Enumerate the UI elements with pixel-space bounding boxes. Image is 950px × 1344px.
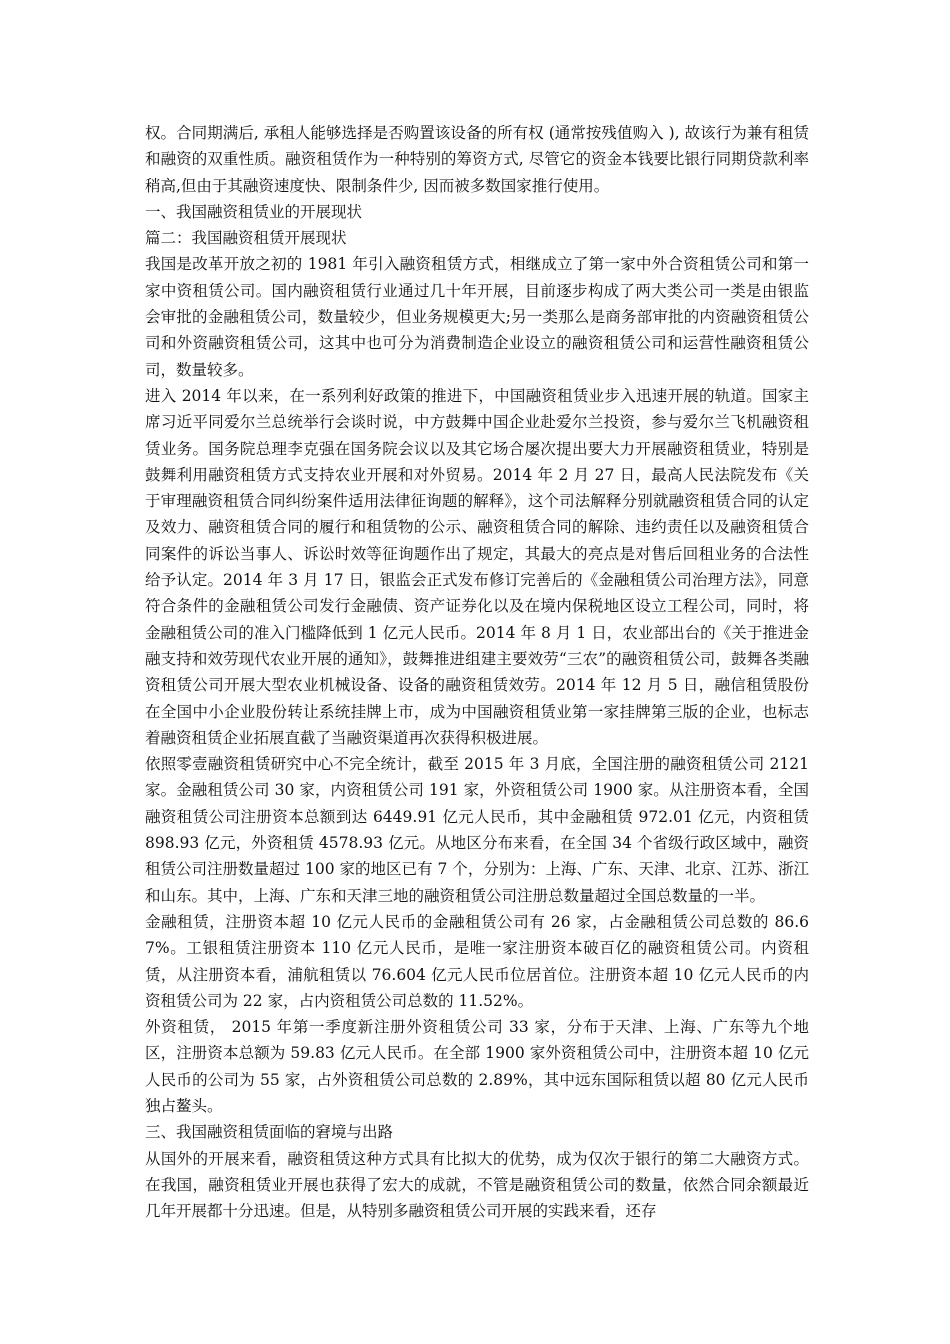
- section-heading-part-two: 篇二：我国融资租赁开展现状: [145, 229, 347, 248]
- section-heading-status: 一、我国融资租赁业的开展现状: [145, 202, 363, 221]
- document-body: [145, 120, 809, 1224]
- paragraph-history: 我国是改革开放之初的 1981 年引入融资租赁方式，相继成立了第一家中外合资租赁公司和第一家中资租赁公司。国内融资租赁行业通过几十年开展，目前逐步构成了两大类公司一类是由银监会审批的金融租赁公司，数量较少，但业务规模更大;另一类那么是商务部审批的内资融资租赁公司和外资融资租赁公司，这其中也可分为消费制造企业设立的融资租赁公司和运营性融资租赁公司，数量较多。: [145, 255, 809, 379]
- paragraph-lease-definition: 权。合同期满后, 承租人能够选择是否购置该设备的所有权 (通常按残值购入 ), 故该行为兼有租赁和融资的双重性质。融资租赁作为一种特别的筹资方式, 尽管它的资金本钱要比银行同期贷款利率稍高,但由于其融资速度快、限制条件少, 因而被多数国家推行使用。: [145, 124, 809, 195]
- paragraph-outlook: 从国外的开展来看，融资租赁这种方式具有比拟大的优势，成为仅次于银行的第二大融资方式。在我国，融资租赁业开展也获得了宏大的成就，不管是融资租赁公司的数量，依然合同余额最近几年开展都十分迅速。但是，从特别多融资租赁公司开展的实践来看，还存: [145, 1149, 809, 1221]
- paragraph-statistics: 依照零壹融资租赁研究中心不完全统计，截至 2015 年 3 月底，全国注册的融资租赁公司 2121 家。金融租赁公司 30 家，内资租赁公司 191 家，外资租赁公司 1900 家。从注册资本看，全国融资租赁公司注册资本总额到达 6449.91 亿元人民币，其中金融租赁 972.01 亿元，内资租赁 898.93 亿元，外资租赁 4578.93 亿元。从地区分布来看，在全国 34 个省级行政区域中，融资租赁公司注册数量超过 100 家的地区已有 7 个，分别为：上海、广东、天津、北京、江苏、浙江和山东。其中，上海、广东和天津三地的融资租赁公司注册总数量超过全国总数量的一半。: [145, 755, 809, 905]
- section-heading-challenges: 三、我国融资租赁面临的窘境与出路: [145, 1123, 394, 1142]
- paragraph-foreign-leasing: 外资租赁， 2015 年第一季度新注册外资租赁公司 33 家，分布于天津、上海、广东等九个地区，注册资本总额为 59.83 亿元人民币。在全部 1900 家外资租赁公司中，注册资本超 10 亿元人民币的公司为 55 家，占外资租赁公司总数的 2.89%，其中远东国际租赁以超 80 亿元人民币独占鳌头。: [145, 1018, 809, 1115]
- paragraph-policy-2014: 进入 2014 年以来，在一系列利好政策的推进下，中国融资租赁业步入迅速开展的轨道。国家主席习近平同爱尔兰总统举行会谈时说，中方鼓舞中国企业赴爱尔兰投资，参与爱尔兰飞机融资租赁业务。国务院总理李克强在国务院会议以及其它场合屡次提出要大力开展融资租赁业，特别是鼓舞利用融资租赁方式支持农业开展和对外贸易。2014 年 2 月 27 日，最高人民法院发布《关于审理融资租赁合同纠纷案件适用法律征询题的解释》，这个司法解释分别就融资租赁合同的认定及效力、融资租赁合同的履行和租赁物的公示、融资租赁合同的解除、违约责任以及融资租赁合同案件的诉讼当事人、诉讼时效等征询题作出了规定，其最大的亮点是对售后回租业务的合法性给予认定。2014 年 3 月 17 日，银监会正式发布修订完善后的《金融租赁公司治理方法》，同意符合条件的金融租赁公司发行金融债、资产证券化以及在境内保税地区设立工程公司，同时，将金融租赁公司的准入门槛降低到 1 亿元人民币。2014 年 8 月 1 日，农业部出台的《关于推进金融支持和效劳现代农业开展的通知》，鼓舞推进组建主要效劳“三农”的融资租赁公司，鼓舞各类融资租赁公司开展大型农业机械设备、设备的融资租赁效劳。2014 年 12 月 5 日，融信租赁股份在全国中小企业股份转让系统挂牌上市，成为中国融资租赁业第一家挂牌第三版的企业，也标志着融资租赁企业拓展直截了当融资渠道再次获得积极进展。: [145, 386, 809, 747]
- paragraph-financial-leasing: 金融租赁，注册资本超 10 亿元人民币的金融租赁公司有 26 家，占金融租赁公司总数的 86.67%。工银租赁注册资本 110 亿元人民币，是唯一家注册资本破百亿的融资租赁公司。内资租赁，从注册资本看，浦航租赁以 76.604 亿元人民币位居首位。注册资本超 10 亿元人民币的内资租赁公司为 22 家，占内资租赁公司总数的 11.52%。: [145, 912, 809, 1010]
